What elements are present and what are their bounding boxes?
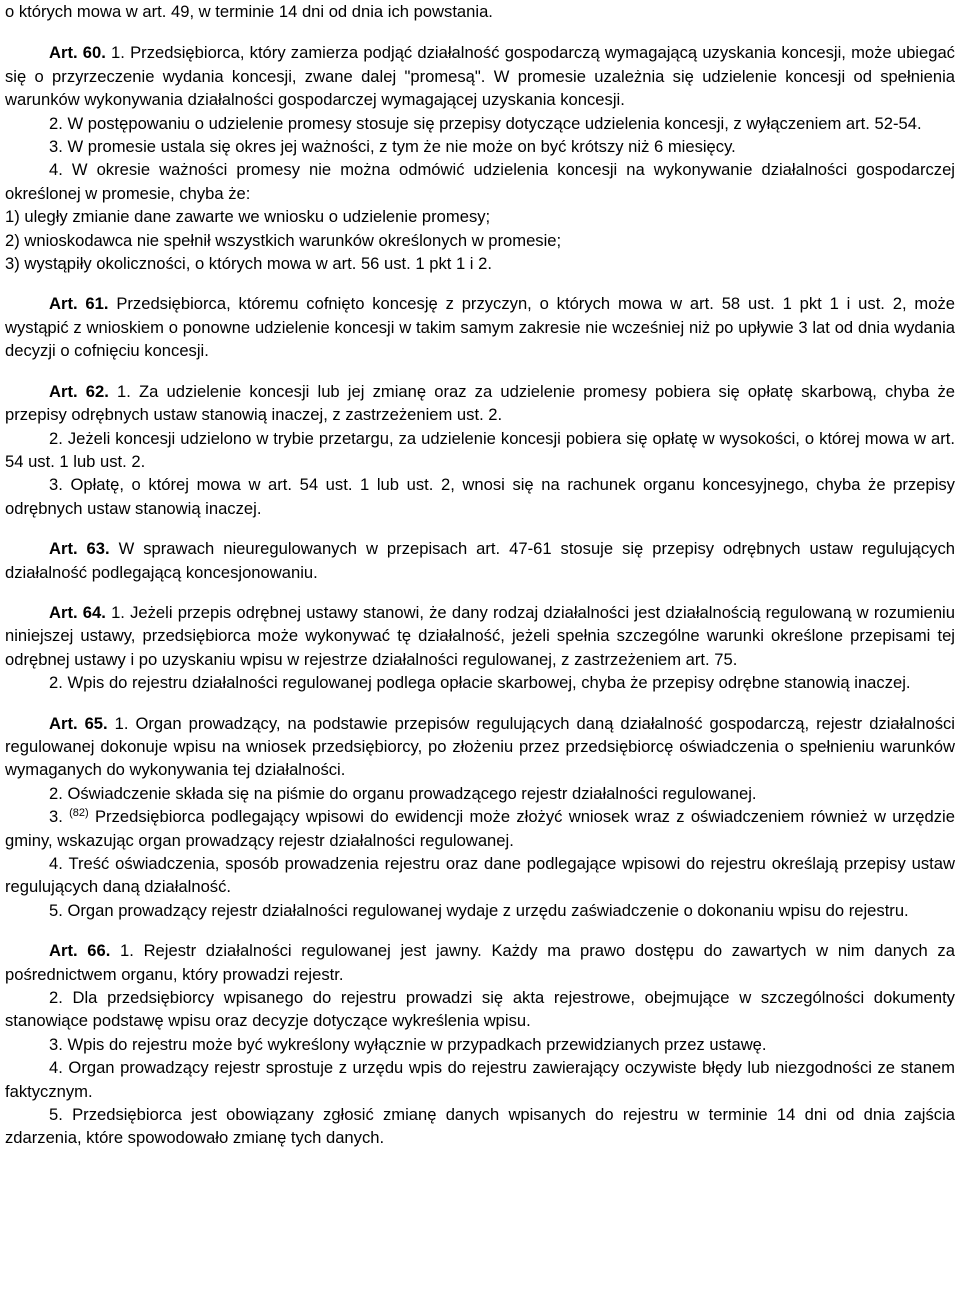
art64-para2 — [5, 671, 955, 694]
art63-para — [5, 537, 955, 584]
art64-para1-text: Jeżeli przepis odrębnej ustawy stanowi, że dany rodzaj działalności jest działalnością regulowaną w rozumieniu niniejszej ustawy, przedsiębiorca może wykonywać tę działalność, jeżeli spełnia szczególne warunki określone przepisami tej odrębnej ustawy i po uzyskaniu wpisu w rejestrze działalności regulowanej, z zastrzeżeniem art. 75. — [5, 602, 955, 669]
art65-para2-text: Oświadczenie składa się na piśmie do organu prowadzącego rejestr działalności regulowanej. — [67, 783, 757, 803]
art62-para1 — [5, 380, 955, 427]
article-62 — [5, 380, 955, 520]
article-63 — [5, 537, 955, 584]
art65-para3-text: Przedsiębiorca podlegający wpisowi do ewidencji może złożyć wniosek wraz z oświadczeniem również w urzędzie gminy, wskazując organ prowadzący rejestr działalności regulowanej. — [5, 807, 955, 850]
art65-para4-num: 4. — [49, 854, 63, 873]
art60-para4-num: 4. — [49, 160, 63, 180]
art66-para4-text: Organ prowadzący rejestr sprostuje z urzędu wpis do rejestru zawierający oczywiste błędy lub niezgodności ze stanem faktycznym. — [5, 1058, 955, 1101]
art62-para2 — [5, 427, 955, 474]
art65-para2 — [5, 782, 955, 805]
art64-para1 — [5, 601, 955, 671]
art62-label: Art. 62. — [49, 381, 109, 401]
art65-para4 — [5, 852, 955, 899]
art66-para4 — [5, 1056, 955, 1103]
art61-para — [5, 292, 955, 362]
art60-para2-text: W postępowaniu o udzielenie promesy stosuje się przepisy dotyczące udzielenia koncesji, z wyłączeniem art. 52-54. — [67, 113, 922, 133]
art61-text: Przedsiębiorca, któremu cofnięto koncesję z przyczyn, o których mowa w art. 58 ust. 1 pkt 1 i ust. 2, może wystąpić z wnioskiem o ponowne udzielenie koncesji w takim samym zakresie nie wcześniej niż po upływie 3 lat od dnia wydania decyzji o cofnięciu koncesji. — [5, 294, 955, 361]
art62-para3-text: Opłatę, o której mowa w art. 54 ust. 1 lub ust. 2, wnosi się na rachunek organu koncesyjnego, chyba że przepisy odrębnych ustaw stanowią inaczej. — [5, 475, 955, 518]
art65-para5 — [5, 899, 955, 922]
art65-para2-num: 2. — [49, 783, 63, 803]
art60-para1-num: 1. — [111, 43, 125, 63]
art64-label: Art. 64. — [49, 602, 106, 622]
art65-para5-num: 5. — [49, 900, 63, 920]
art60-para2-num: 2. — [49, 113, 63, 133]
art65-para1 — [5, 712, 955, 782]
art65-para1-text: Organ prowadzący, na podstawie przepisów regulujących daną działalność gospodarczą, rejestr działalności regulowanej dokonuje wpisu na wniosek przedsiębiorcy, po złożeniu przez przedsiębiorcę oświadczenia o spełnieniu warunków wymaganych do wykonywania tej działalności. — [5, 713, 955, 780]
article-61 — [5, 292, 955, 362]
art66-para5-num: 5. — [49, 1105, 63, 1125]
art64-para2-num: 2. — [49, 673, 63, 693]
art60-para4-text: W okresie ważności promesy nie można odmówić udzielenia koncesji na wykonywanie działalności gospodarczej określonej w promesie, chyba że: — [5, 160, 955, 203]
art65-para3-num: 3. — [49, 807, 63, 827]
art60-item-2: 2) wnioskodawca nie spełnił wszystkich warunków określonych w promesie; — [5, 230, 562, 250]
article-60 — [5, 41, 955, 275]
art66-para1 — [5, 939, 955, 986]
art60-para1-text2: W promesie uzależnia się udzielenie koncesji od spełnienia warunków wykonywania działalności gospodarczej wymagającej uzyskania koncesji. — [5, 66, 955, 110]
art62-para3 — [5, 473, 955, 520]
art60-para1-text: Przedsiębiorca, który zamierza podjąć działalność gospodarczą wymagającą uzyskania koncesji, może ubiegać się o przyrzeczenie wydania koncesji, zwane dalej "promesą". — [5, 43, 955, 86]
art62-para2-num: 2. — [49, 428, 63, 448]
art62-para2-text: Jeżeli koncesji udzielono w trybie przetargu, za udzielenie koncesji pobiera się opłatę w wysokości, o której mowa w art. 54 ust. 1 lub ust. 2. — [5, 428, 955, 471]
art60-para4 — [5, 158, 955, 205]
art65-footnote-ref[interactable]: (82) — [69, 807, 89, 820]
art66-para1-num: 1. — [120, 941, 134, 961]
art64-para2-text: Wpis do rejestru działalności regulowanej podlega opłacie skarbowej, chyba że przepisy odrębne stanowią inaczej. — [67, 673, 911, 693]
art66-para5 — [5, 1103, 955, 1150]
art62-para1-text: Za udzielenie koncesji lub jej zmianę oraz za udzielenie promesy pobiera się opłatę skarbową, chyba że przepisy odrębnych ustaw stanowią inaczej, z zastrzeżeniem ust. 2. — [5, 381, 956, 425]
art61-label: Art. 61. — [49, 294, 109, 314]
art66-para2 — [5, 986, 955, 1033]
art63-label: Art. 63. — [49, 539, 110, 559]
article-65 — [5, 712, 955, 923]
art60-item-1: 1) uległy zmianie dane zawarte we wniosku o udzielenie promesy; — [5, 207, 491, 227]
art60-label: Art. 60. — [49, 43, 106, 63]
art63-text: W sprawach nieuregulowanych w przepisach art. 47-61 stosuje się przepisy odrębnych ustaw regulujących działalność podlegającą koncesjonowaniu. — [5, 539, 955, 582]
intro-line: o których mowa w art. 49, w terminie 14 dni od dnia ich powstania. — [5, 2, 493, 21]
article-66 — [5, 939, 955, 1150]
art60-para3 — [5, 135, 955, 158]
art65-para3 — [5, 805, 955, 852]
art66-para2-text: Dla przedsiębiorcy wpisanego do rejestru prowadzi się akta rejestrowe, obejmujące w szczególności dokumenty stanowiące podstawę wpisu oraz decyzje dotyczące wykreślenia wpisu. — [5, 988, 955, 1031]
art65-para5-text: Organ prowadzący rejestr działalności regulowanej wydaje z urzędu zaświadczenie o dokonaniu wpisu do rejestru. — [67, 900, 909, 920]
article-64 — [5, 601, 955, 695]
art60-para3-text: W promesie ustala się okres jej ważności, z tym że nie może on być krótszy niż 6 miesięcy. — [67, 137, 736, 157]
art64-para1-num: 1. — [111, 602, 125, 622]
art66-para4-num: 4. — [49, 1058, 63, 1078]
art62-para3-num: 3. — [49, 475, 63, 495]
art65-para1-num: 1. — [114, 713, 129, 733]
art60-para3-num: 3. — [49, 137, 63, 157]
art66-para3 — [5, 1033, 955, 1056]
art66-label: Art. 66. — [49, 941, 111, 961]
art66-para2-num: 2. — [49, 988, 63, 1008]
art60-para1 — [5, 41, 955, 111]
art60-item-3: 3) wystąpiły okoliczności, o których mowa w art. 56 ust. 1 pkt 1 i 2. — [5, 254, 492, 274]
art66-para1-text: Rejestr działalności regulowanej jest jawny. Każdy ma prawo dostępu do zawartych w nim danych za pośrednictwem organu, który prowadzi rejestr. — [5, 941, 955, 984]
art65-para4-text: Treść oświadczenia, sposób prowadzenia rejestru oraz dane podlegające wpisowi do rejestru określają przepisy ustaw regulujących daną działalność. — [5, 854, 956, 897]
art62-para1-num: 1. — [116, 381, 131, 401]
art66-para3-num: 3. — [49, 1034, 63, 1054]
art66-para3-text: Wpis do rejestru może być wykreślony wyłącznie w przypadkach przewidzianych przez ustawę. — [67, 1034, 767, 1054]
art66-para5-text: Przedsiębiorca jest obowiązany zgłosić zmianę danych wpisanych do rejestru w terminie 14 dni od dnia zajścia zdarzenia, które spowodowało zmianę tych danych. — [5, 1105, 955, 1148]
art60-para2 — [5, 112, 955, 135]
art65-label: Art. 65. — [49, 713, 108, 733]
